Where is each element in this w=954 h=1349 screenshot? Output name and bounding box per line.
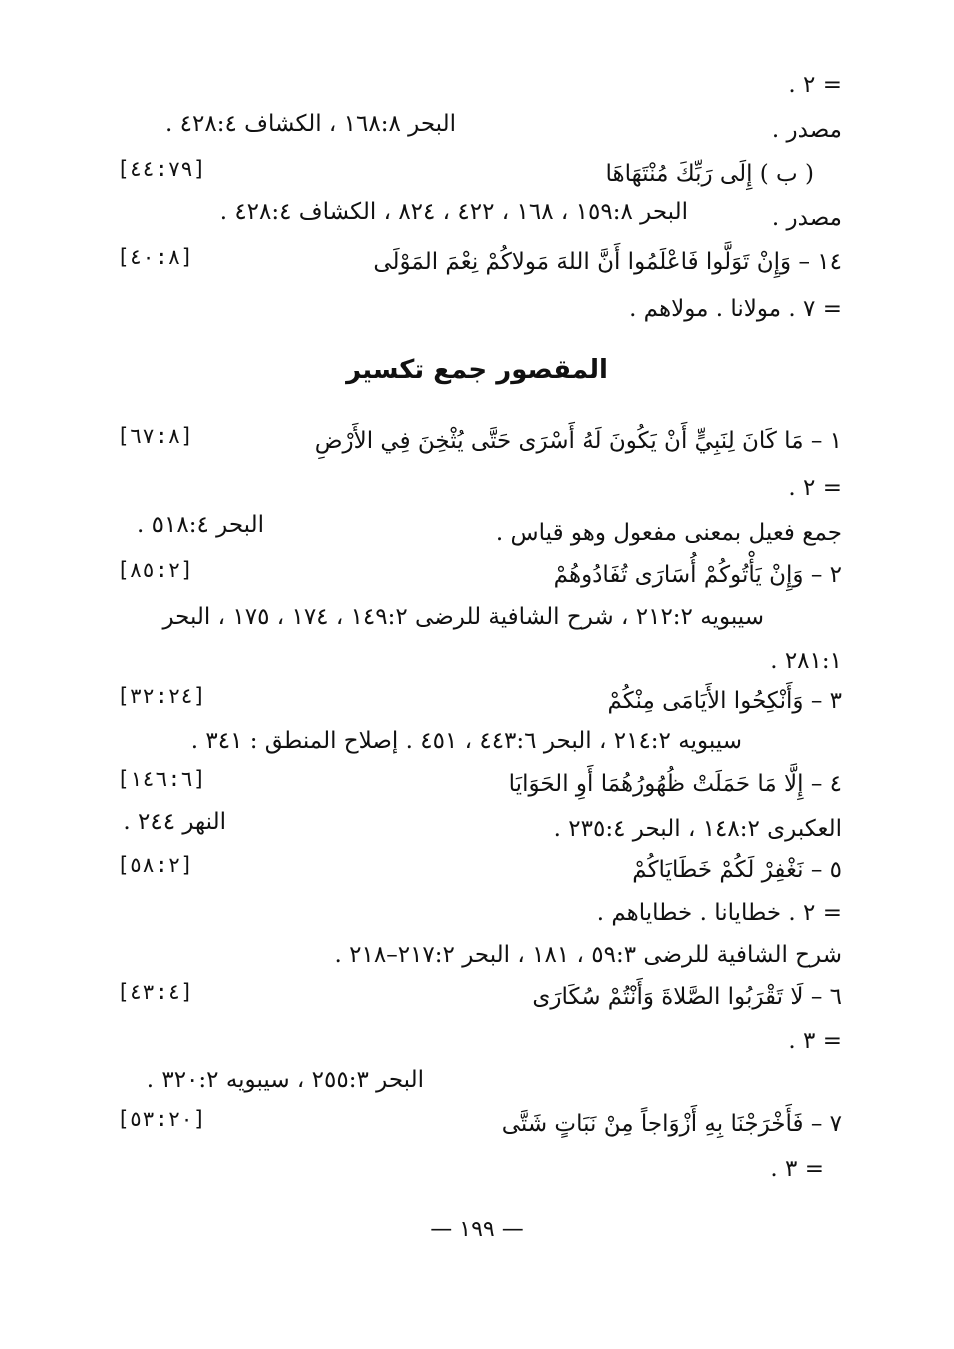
text-line: جمع فعيل بمعنى مفعول وهو قياس .	[495, 520, 842, 546]
verse-reference: [١٤٦:٦]	[117, 767, 206, 791]
text-line: = ٣ .	[770, 1156, 824, 1182]
verse-line: ١ – مَا كَانَ لِنَبِيٍّ أَنْ يَكُونَ لَهُ أَسْرَى حَتَّى يُثْخِنَ فِي الأَرْضِ	[314, 428, 842, 454]
verse-reference: [٥٨:٢]	[117, 853, 193, 877]
verse-reference: [٨٥:٢]	[117, 558, 193, 582]
verse-reference: [٦٧:٨]	[117, 424, 193, 448]
section-heading: المقصور جمع تكسير	[346, 355, 608, 385]
reference-line: ٢٨١:١ .	[770, 648, 842, 674]
verse-reference: [٤٣:٤]	[117, 980, 193, 1004]
reference-line: البحر ٢٥٥:٣ ، سيبويه ٣٢٠:٢ .	[146, 1067, 424, 1093]
verse-reference: [٤٤:٧٩]	[117, 157, 206, 181]
page-number: — ١٩٩ —	[430, 1217, 524, 1242]
reference-line: شرح الشافية للرضى ٥٩:٣ ، ١٨١ ، البحر ٢١٧:٢–٢١٨ .	[334, 942, 842, 968]
text-line: = ٢ .	[788, 475, 842, 501]
reference-line: البحر ١٥٩:٨ ، ١٦٨ ، ٤٢٢ ، ٨٢٤ ، الكشاف ٤٢٨:٤ .	[219, 199, 688, 225]
verse-line: ٣ – وَأَنْكِحُوا الأَيَامَى مِنْكُمْ	[607, 688, 842, 714]
verse-line: ٢ – وَإِنْ يَأْتُوكُمْ أُسَارَى تُفَادُوهُمْ	[553, 562, 842, 588]
verse-reference: [٥٣:٢٠]	[117, 1107, 206, 1131]
reference-line: النهر ٢٤٤ .	[123, 809, 226, 835]
text-line: مصدر .	[771, 205, 842, 231]
reference-line: العكبرى ١٤٨:٢ ، البحر ٢٣٥:٤ .	[553, 816, 842, 842]
text-line: = ٢ .	[788, 72, 842, 98]
reference-line: سيبويه ٢١٢:٢ ، شرح الشافية للرضى ١٤٩:٢ ، ١٧٤ ، ١٧٥ ، البحر	[162, 604, 764, 630]
verse-reference: [٤٠:٨]	[117, 245, 193, 269]
verse-line: ٦ – لَا تَقْرَبُوا الصَّلاةَ وَأَنْتُمْ سُكَارَى	[532, 984, 842, 1010]
verse-line: ١٤ – وَإِنْ تَوَلَّوا فَاعْلَمُوا أَنَّ اللهَ مَولاكُمْ نِعْمَ المَوْلَى	[373, 249, 842, 275]
verse-reference: [٣٢:٢٤]	[117, 684, 206, 708]
text-line: = ٢ . خطايانا . خطاياهم .	[596, 900, 842, 926]
reference-line: البحر ٥١٨:٤ .	[137, 512, 264, 538]
verse-line: ٧ – فَأَخْرَجْنَا بِهِ أَزْوَاجاً مِنْ نَبَاتٍ شَتَّى	[501, 1111, 842, 1137]
text-line: مصدر .	[771, 117, 842, 143]
text-line: = ٧ . مولانا . مولاهم .	[629, 296, 842, 322]
verse-line: ٥ – نَغْفِرْ لَكُمْ خَطَايَاكُمْ	[632, 857, 842, 883]
text-line: = ٣ .	[788, 1028, 842, 1054]
verse-line: ( ب ) إِلَى رَبِّكَ مُنْتَهَاهَا	[605, 161, 814, 187]
reference-line: البحر ١٦٨:٨ ، الكشاف ٤٢٨:٤ .	[165, 111, 456, 137]
verse-line: ٤ – إِلَّا مَا حَمَلَتْ ظُهُورُهُمَا أَوِ الحَوَايَا	[508, 771, 842, 797]
reference-line: سيبويه ٢١٤:٢ ، البحر ٤٤٣:٦ ، ٤٥١ . إصلاح المنطق : ٣٤١ .	[190, 728, 742, 754]
